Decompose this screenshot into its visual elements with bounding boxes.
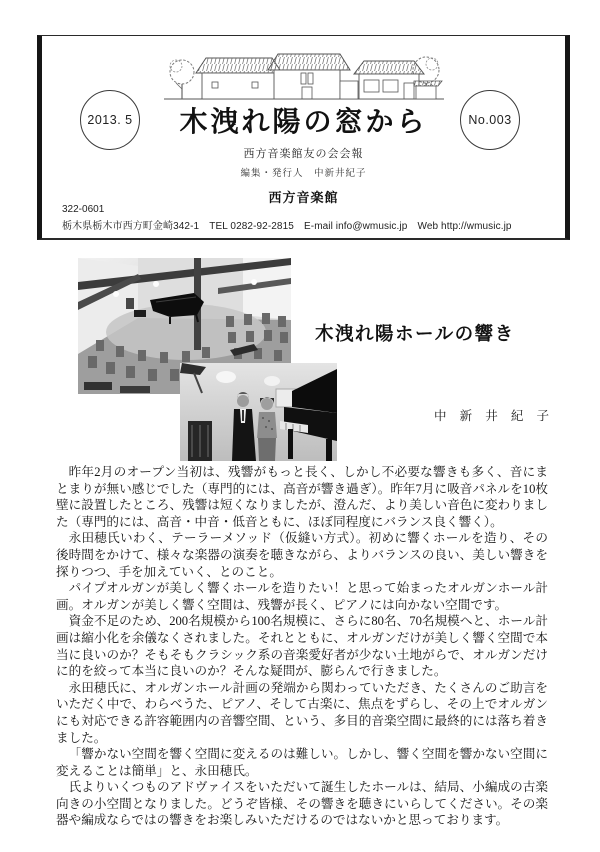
photo-people-with-piano [180, 363, 337, 461]
organization-name: 西方音楽館 [268, 190, 339, 205]
header-box [37, 35, 570, 240]
article-author: 中 新 井 紀 子 [434, 409, 555, 423]
article-paragraph: 永田穂氏に、オルガンホール計画の発端から関わっていただき、たくさんのご助言をいただく中で、わらべうた、ピアノ、そして古楽に、焦点をずらし、その上でオルガンにも対応できる許容範囲内の音響空間、という、多目的音楽空間に最終的には落ち着きました。 [56, 680, 548, 745]
article-paragraph: パイプオルガンが美しく響くホールを造りたい！と思って始まったオルガンホール計画。オルガンが美しく響く空間は、残響が長く、ピアノには向かない空間です。 [56, 581, 548, 612]
newsletter-subtitle: 西方音楽館友の会会報 [243, 148, 364, 160]
issue-date: 2013. 5 [87, 113, 133, 127]
article-paragraph: 資金不足のため、200名規模から100名規模に、さらに80名、70名規模へと、ホール計画は縮小化を余儀なくされました。それとともに、オルガンだけが美しく響く空間で本当に良いのか？そもそもクラシック系の音楽愛好者が少ない土地がらで、オルガンだけに的を絞って本当に良いのか？そんな疑問が、膨らんで行きました。 [56, 614, 548, 679]
contact-line: 栃木県栃木市西方町金崎342-1 TEL 0282-92-2815 E-mail info@wmusic.jp Web http://wmusic.jp [62, 221, 512, 232]
issue-number: No.003 [468, 113, 512, 127]
newsletter-title: 木洩れ陽の窓から [179, 107, 428, 138]
article-title: 木洩れ陽ホールの響き [315, 325, 515, 345]
article-body [56, 464, 548, 829]
postal-code: 322-0601 [62, 204, 105, 215]
music-hall-illustration [158, 43, 450, 105]
article-paragraph: 永田穂氏いわく、テーラーメソッド（仮縫い方式）。初めに響くホールを造り、その後時間をかけて、様々な楽器の演奏を聴きながら、よりバランスの良い、美しい響きを探りつつ、手を加えていく、とのこと。 [56, 531, 548, 579]
article-paragraph: 氏よりいくつものアドヴァイスをいただいて誕生したホールは、結局、小編成の古楽向きの小空間となりました。どうぞ皆様、その響きを聴きにいらしてください。その楽器や編成ならではの響きをお楽しみいただけるのではないかと思っております。 [56, 780, 548, 828]
editor-publisher-line: 編集・発行人 中新井紀子 [240, 169, 367, 179]
article-paragraph: 昨年2月のオープン当初は、残響がもっと長く、しかし不必要な響きも多く、音にまとまりが無い感じでした（専門的には、高音が響き過ぎ）。昨年7月に吸音パネルを10枚壁に設置したところ、残響は短くなりましたが、澄んだ、より美しい音色に変わりました（専門的には、高音・中音・低音ともに、ほぼ同程度にバランス良く響く）。 [56, 465, 549, 529]
article-paragraph: 「響かない空間を響く空間に変えるのは難しい。しかし、響く空間を響かない空間に変えることは簡単」と、永田穂氏。 [56, 747, 548, 778]
